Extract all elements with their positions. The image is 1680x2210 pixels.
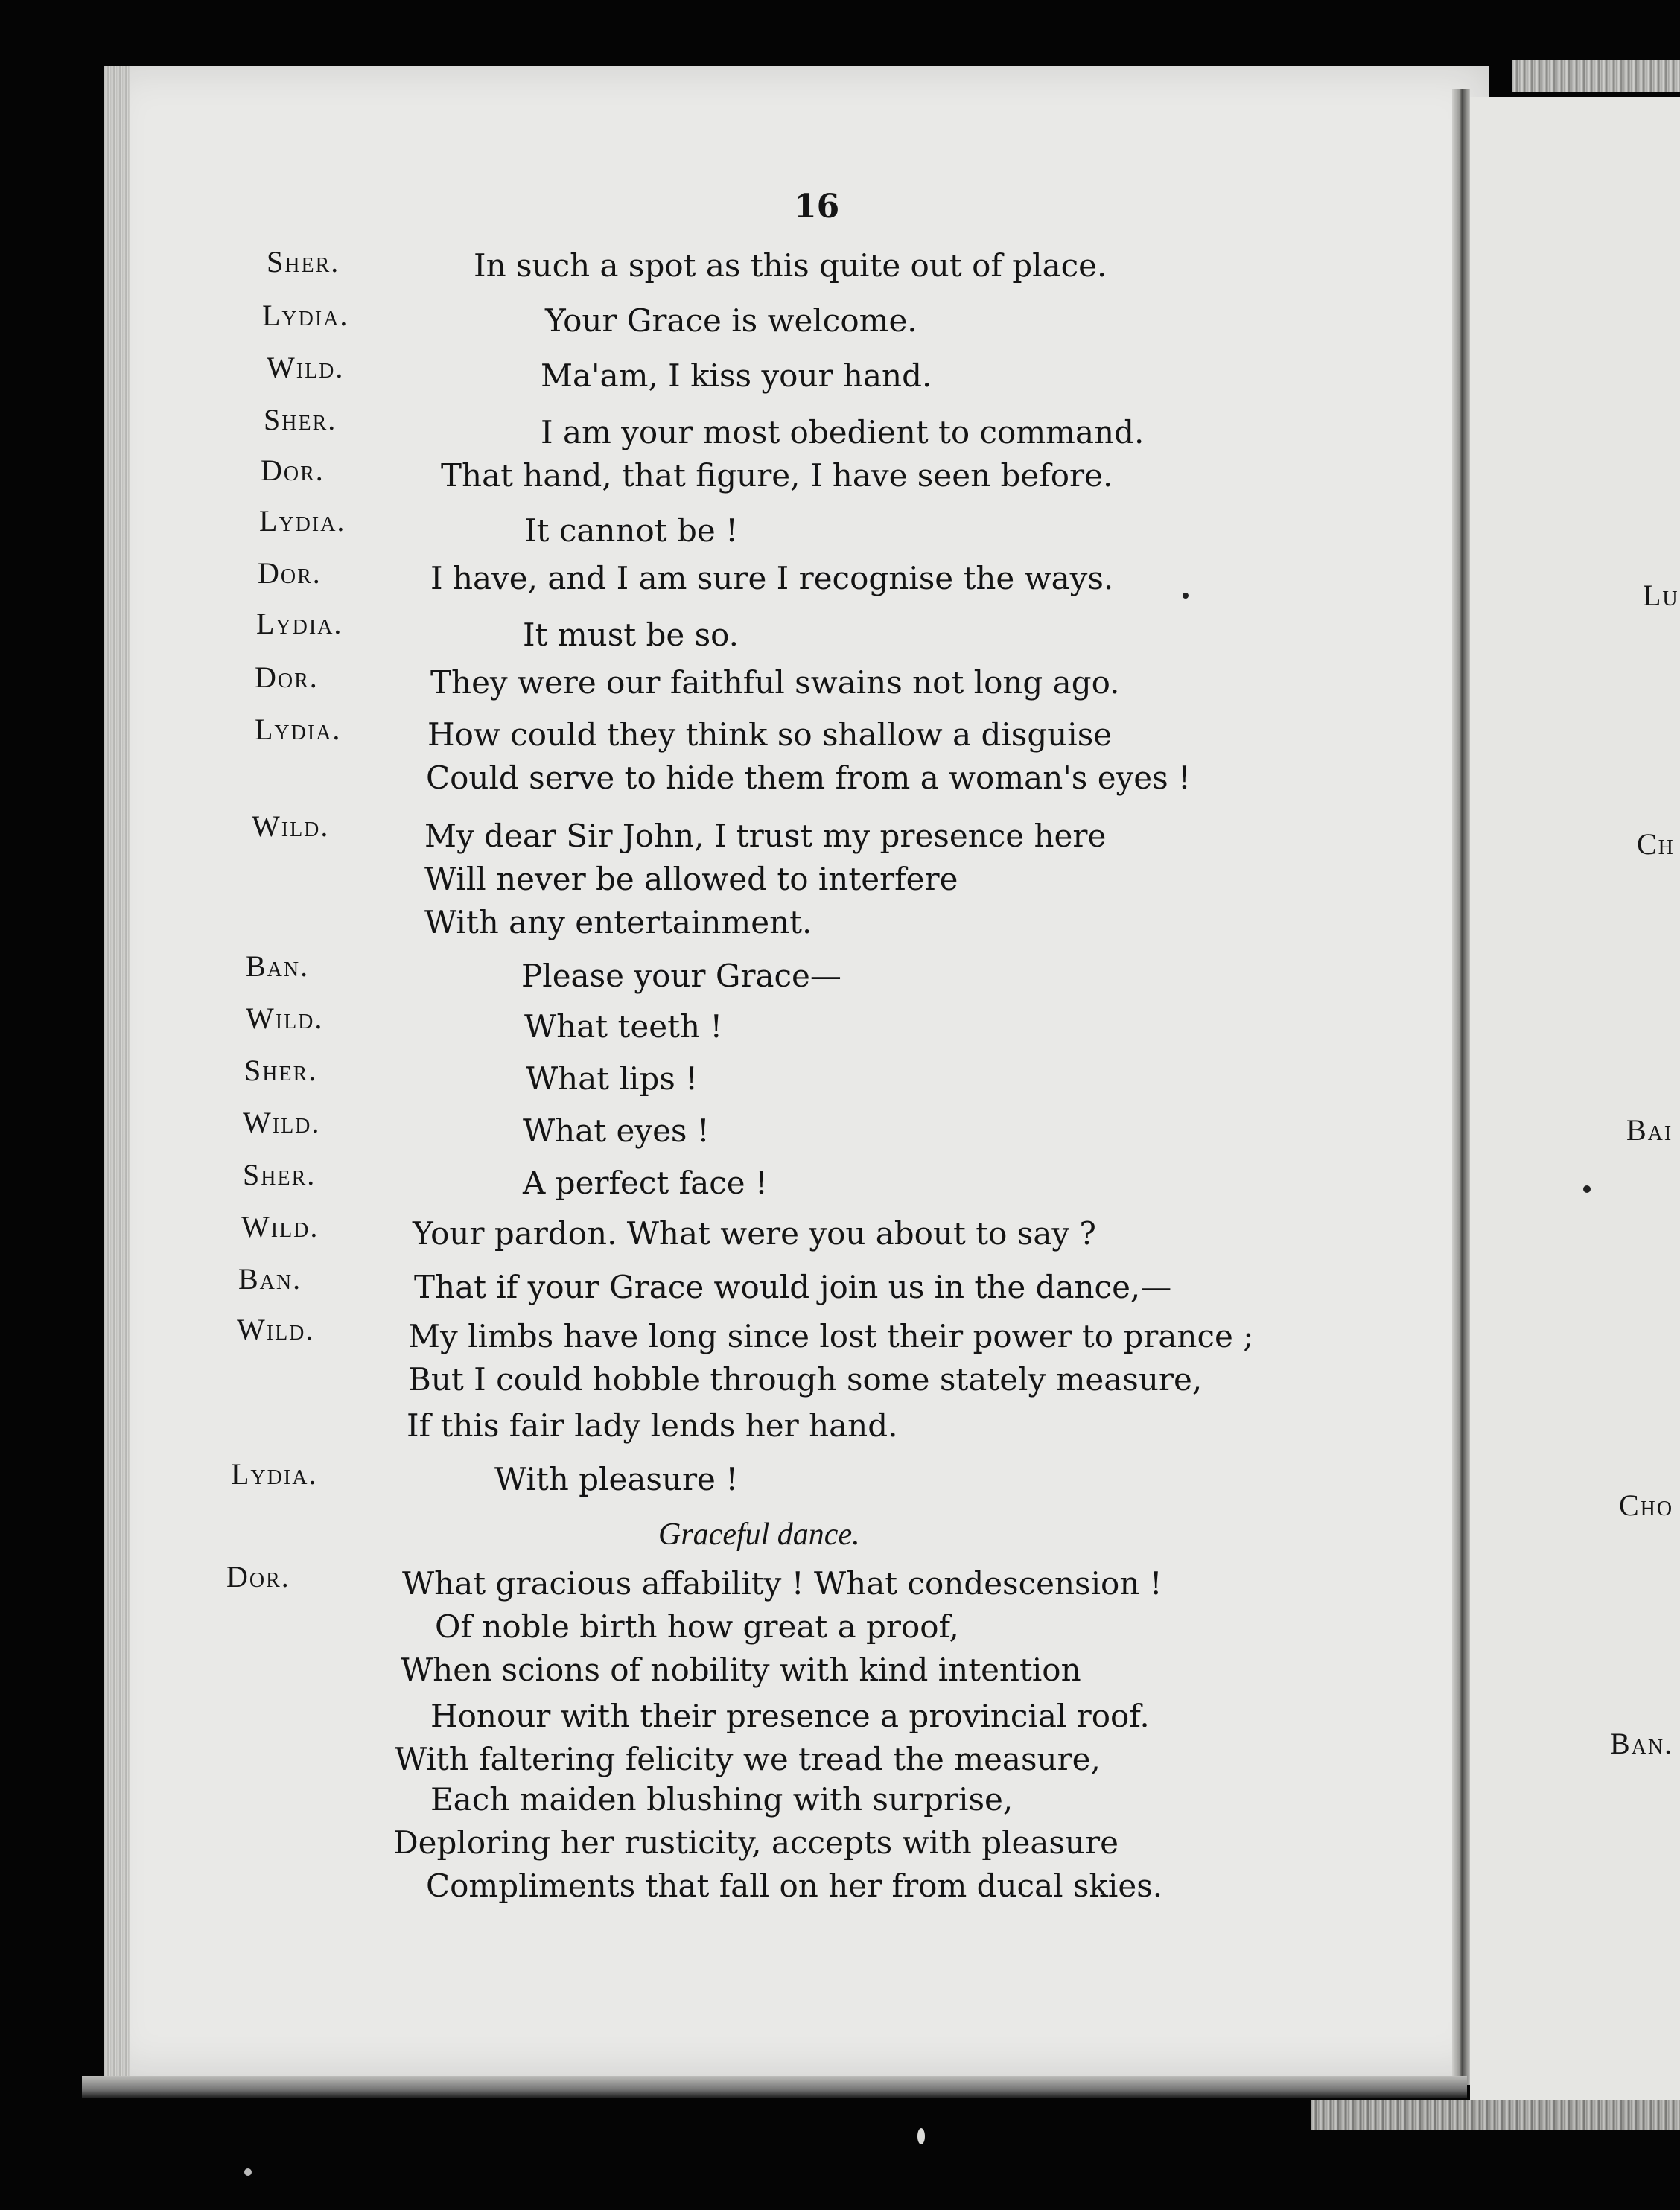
right-page bbox=[1470, 97, 1680, 2100]
verse-line: Please your Grace— bbox=[521, 958, 841, 994]
verse-line: With faltering felicity we tread the measure, bbox=[395, 1741, 1101, 1777]
scan-speck bbox=[1183, 593, 1189, 599]
speaker-label: Dor. bbox=[261, 453, 325, 487]
verse-line: My dear Sir John, I trust my presence here bbox=[424, 818, 1107, 854]
verse-line: With any entertainment. bbox=[424, 904, 812, 940]
right-page-edge-top bbox=[1512, 60, 1680, 92]
right-page-speaker-fragment: Ch bbox=[1637, 827, 1675, 861]
speaker-label: Lydia. bbox=[256, 607, 343, 640]
verse-line: Deploring her rusticity, accepts with pleasure bbox=[393, 1824, 1119, 1861]
verse-line: How could they think so shallow a disguise bbox=[427, 716, 1113, 753]
speaker-label: Wild. bbox=[252, 809, 330, 843]
right-page-speaker-fragment: Lu bbox=[1643, 579, 1679, 612]
verse-line: Your pardon. What were you about to say ? bbox=[413, 1215, 1096, 1252]
scan-speck bbox=[1583, 1185, 1591, 1193]
speaker-label: Dor. bbox=[255, 660, 319, 694]
speaker-label: Ban. bbox=[246, 949, 310, 983]
speaker-label: Sher. bbox=[243, 1158, 316, 1191]
verse-line: What gracious affability ! What condescension ! bbox=[402, 1565, 1162, 1602]
verse-line: Honour with their presence a provincial roof. bbox=[430, 1698, 1150, 1734]
verse-line: That hand, that figure, I have seen before. bbox=[441, 457, 1113, 494]
right-page-speaker-fragment: Bai bbox=[1626, 1113, 1673, 1147]
verse-line: Will never be allowed to interfere bbox=[424, 861, 958, 897]
scan-speck bbox=[244, 2168, 252, 2176]
verse-line: I am your most obedient to command. bbox=[541, 414, 1145, 450]
verse-line: Of noble birth how great a proof, bbox=[435, 1608, 959, 1645]
verse-line: When scions of nobility with kind intention bbox=[401, 1652, 1081, 1688]
speaker-label: Wild. bbox=[241, 1210, 319, 1243]
speaker-label: Wild. bbox=[246, 1001, 324, 1035]
speaker-label: Dor. bbox=[258, 556, 322, 590]
verse-line: I have, and I am sure I recognise the ways. bbox=[430, 560, 1114, 596]
speaker-label: Lydia. bbox=[255, 713, 342, 746]
verse-line: With pleasure ! bbox=[494, 1461, 739, 1497]
speaker-label: Sher. bbox=[244, 1054, 318, 1087]
speaker-label: Ban. bbox=[238, 1262, 302, 1296]
verse-line: Your Grace is welcome. bbox=[545, 302, 917, 339]
speaker-label: Lydia. bbox=[231, 1457, 318, 1491]
book-gutter bbox=[1452, 89, 1470, 2085]
verse-line: Compliments that fall on her from ducal skies. bbox=[426, 1867, 1163, 1904]
verse-line: If this fair lady lends her hand. bbox=[407, 1407, 898, 1444]
right-page-speaker-fragment: Cho bbox=[1619, 1488, 1674, 1522]
speaker-label: Lydia. bbox=[259, 504, 346, 538]
speaker-label: Dor. bbox=[226, 1560, 290, 1593]
scan-speck bbox=[917, 2128, 925, 2144]
verse-line: It must be so. bbox=[523, 617, 739, 653]
verse-line: A perfect face ! bbox=[523, 1165, 768, 1201]
speaker-label: Sher. bbox=[267, 245, 340, 278]
page-edge-left bbox=[104, 66, 130, 2076]
verse-line: Ma'am, I kiss your hand. bbox=[541, 357, 932, 394]
verse-line: Could serve to hide them from a woman's eyes ! bbox=[426, 760, 1191, 796]
right-page-speaker-fragment: Ban. bbox=[1610, 1727, 1674, 1760]
page-number: 16 bbox=[794, 188, 840, 226]
verse-line: What teeth ! bbox=[524, 1008, 723, 1045]
verse-line: They were our faithful swains not long ago. bbox=[430, 664, 1120, 701]
speaker-label: Wild. bbox=[267, 351, 345, 384]
verse-line: My limbs have long since lost their power to prance ; bbox=[408, 1318, 1254, 1354]
verse-line: What eyes ! bbox=[523, 1112, 710, 1149]
verse-line: What lips ! bbox=[526, 1060, 699, 1097]
speaker-label: Sher. bbox=[264, 403, 337, 436]
speaker-label: Lydia. bbox=[262, 299, 349, 332]
speaker-label: Wild. bbox=[237, 1313, 315, 1346]
verse-line: But I could hobble through some stately measure, bbox=[408, 1361, 1203, 1398]
verse-line: That if your Grace would join us in the dance,— bbox=[414, 1269, 1172, 1305]
page-edge-bottom bbox=[82, 2076, 1467, 2098]
right-page-edge-bottom bbox=[1311, 2100, 1680, 2130]
speaker-label: Wild. bbox=[243, 1106, 321, 1139]
stage-direction: Graceful dance. bbox=[658, 1518, 860, 1552]
verse-line: In such a spot as this quite out of place. bbox=[474, 247, 1107, 284]
verse-line: Each maiden blushing with surprise, bbox=[430, 1781, 1014, 1818]
verse-line: It cannot be ! bbox=[524, 512, 738, 549]
